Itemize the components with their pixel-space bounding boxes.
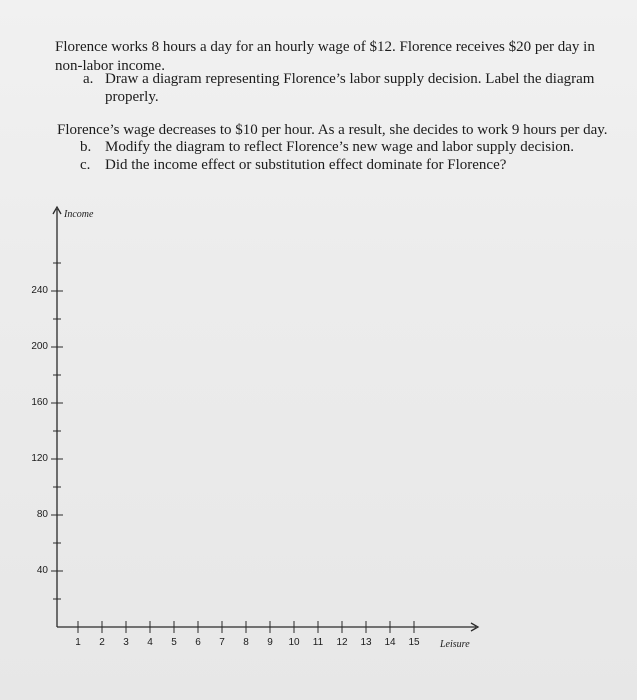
x-tick-label: 11 [312,637,324,648]
x-tick-label: 10 [288,637,300,648]
y-tick-label: 160 [31,397,48,408]
x-tick-label: 4 [147,637,153,648]
x-tick-label: 2 [99,637,105,648]
part-c-label: c. [80,157,91,173]
x-tick-label: 6 [195,637,201,648]
x-tick-label: 8 [243,637,249,648]
x-tick-label: 1 [75,637,81,648]
y-tick-label: 200 [31,341,48,352]
part-a-label: a. [83,71,94,87]
y-tick-label: 240 [31,285,48,296]
part-b-label: b. [80,139,92,155]
x-tick-label: 15 [408,637,420,648]
x-tick-label: 12 [336,637,348,648]
x-axis-title: Leisure [440,639,470,650]
x-tick-label: 13 [360,637,372,648]
part-c-text: Did the income effect or substitution effect dominate for Florence? [105,157,507,173]
part-a-text: Draw a diagram representing Florence’s labor supply decision. Label the diagram properly. [105,71,595,105]
question-intro: Florence works 8 hours a day for an hourly wage of $12. Florence receives $20 per day in non-labor income. [55,39,595,74]
y-tick-label: 40 [36,565,48,576]
x-tick-label: 5 [171,637,177,648]
x-tick-label: 3 [123,637,129,648]
question-change: Florence’s wage decreases to $10 per hour. As a result, she decides to work 9 hours per day. [57,122,608,138]
x-tick-label: 14 [384,637,396,648]
x-tick-label: 9 [267,637,273,648]
y-tick-label: 120 [31,453,48,464]
chart-axes [53,207,478,631]
part-b-text: Modify the diagram to reflect Florence’s new wage and labor supply decision. [105,139,575,155]
x-tick-label: 7 [219,637,225,648]
y-tick-label: 80 [36,509,48,520]
y-axis-title: Income [64,209,94,220]
